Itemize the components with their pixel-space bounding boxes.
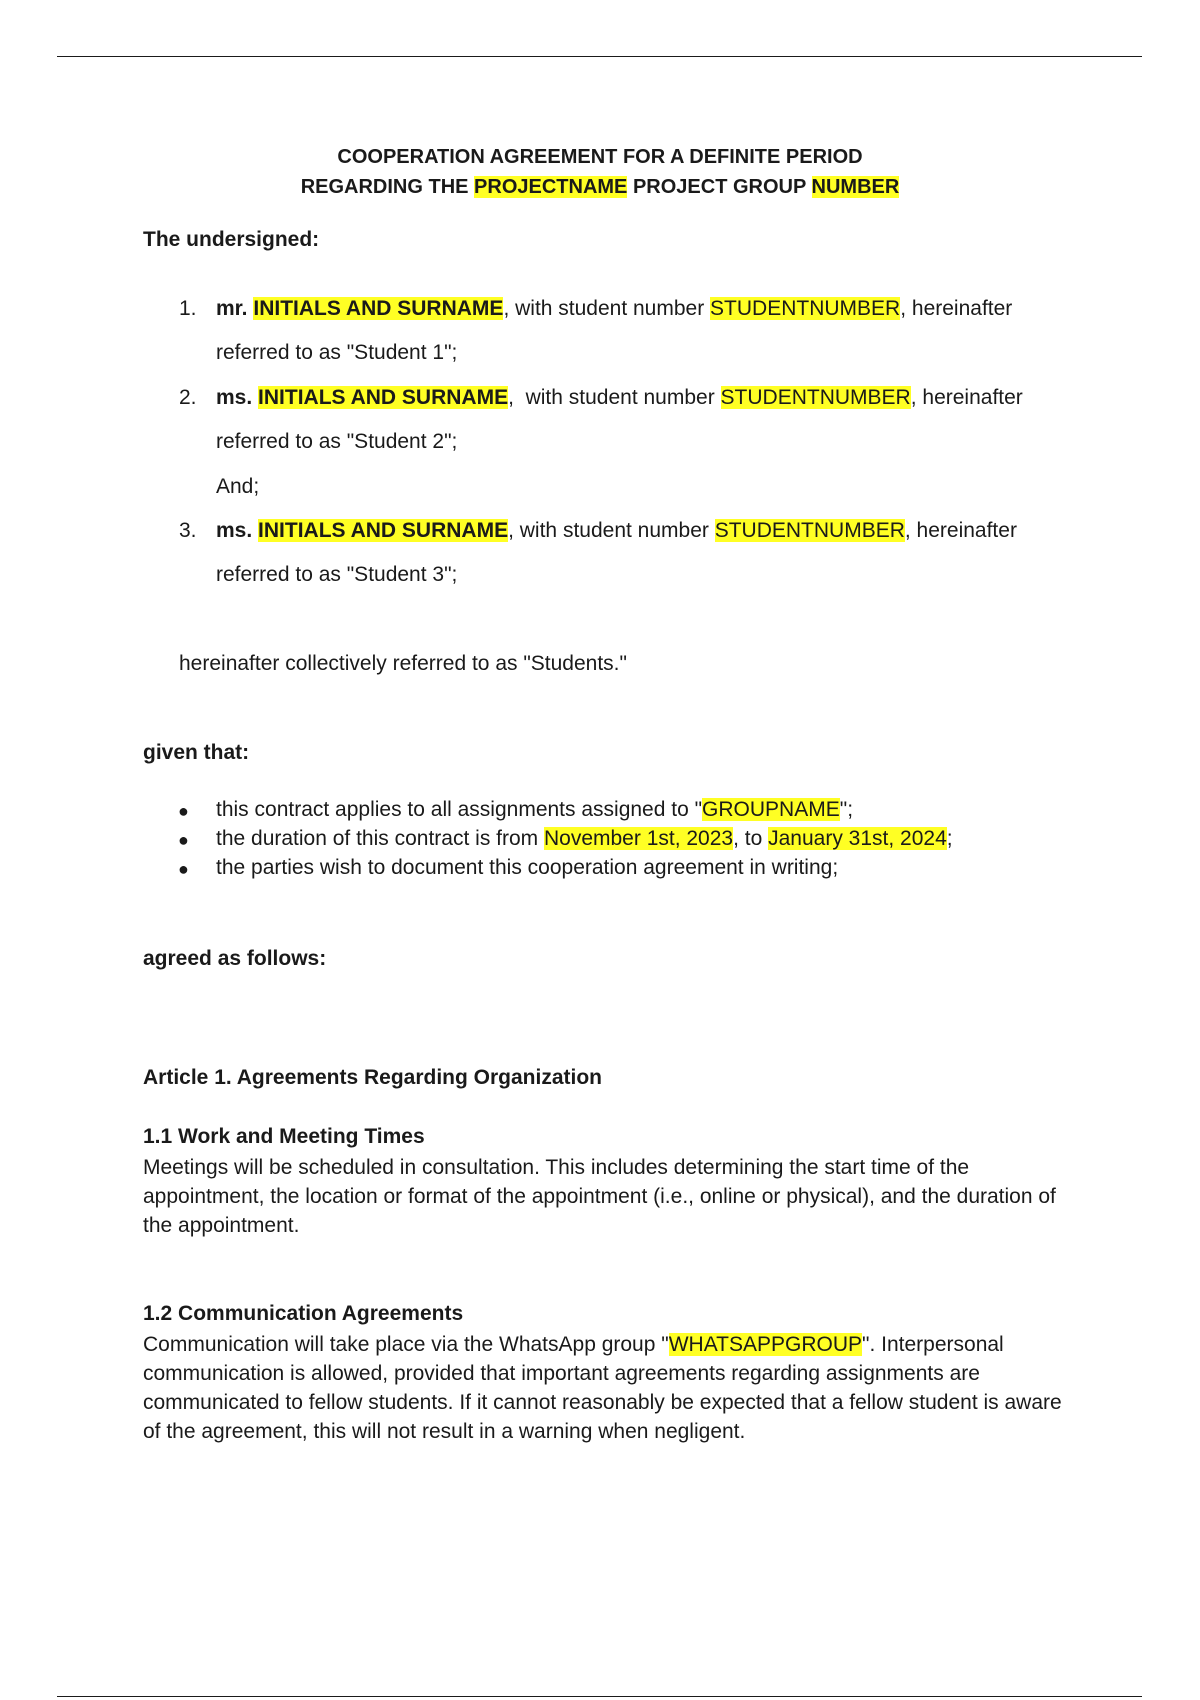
end-date-placeholder: January 31st, 2024 [768,827,947,850]
name-placeholder: INITIALS AND SURNAME [258,519,509,542]
bullet-icon: ● [178,801,189,821]
party-line: mr. INITIALS AND SURNAME, with student number STUDENTNUMBER, hereinafter [216,297,1013,320]
groupname-placeholder: GROUPNAME [702,798,840,821]
undersigned-heading: The undersigned: [143,228,320,251]
party-line: ms. INITIALS AND SURNAME, with student number STUDENTNUMBER, hereinafter [216,386,1023,409]
section-heading: 1.1 Work and Meeting Times [143,1125,425,1148]
list-number: 1. [179,297,197,320]
agreed-heading: agreed as follows: [143,947,327,970]
list-number: 3. [179,519,197,542]
name-placeholder: INITIALS AND SURNAME [258,386,509,409]
article-heading: Article 1. Agreements Regarding Organization [143,1066,602,1089]
group-number-placeholder: NUMBER [811,176,900,198]
party-referred: referred to as "Student 2"; [216,430,458,453]
document-title-line2: REGARDING THE PROJECTNAME PROJECT GROUP NUMBER [300,176,900,198]
given-heading: given that: [143,741,250,764]
section-body: Meetings will be scheduled in consultation. This includes determining the start time of the appointment, the location or format of the appointment (i.e., online or physical), and the duration of the appointment. [143,1156,1056,1237]
collective-reference: hereinafter collectively referred to as "Students." [179,652,627,675]
student-number-placeholder: STUDENTNUMBER [714,519,905,542]
footer-rule [57,1696,1142,1697]
start-date-placeholder: November 1st, 2023 [543,827,734,850]
section-body: Communication will take place via the WhatsApp group "WHATSAPPGROUP". Interpersonal communication is allowed, provided that important agreements regarding assignments are communicated to fellow students. If it cannot reasonably be expected that a fellow student is aware of the agreement, this will not result in a warning when negligent. [143,1333,1062,1443]
document-title-line1: COOPERATION AGREEMENT FOR A DEFINITE PERIOD [337,146,863,168]
party-line: ms. INITIALS AND SURNAME, with student number STUDENTNUMBER, hereinafter [216,519,1017,542]
bullet-icon: ● [178,859,189,879]
header-rule [57,56,1142,57]
party-referred: referred to as "Student 3"; [216,563,458,586]
list-item: this contract applies to all assignments assigned to "GROUPNAME"; [216,798,854,821]
name-placeholder: INITIALS AND SURNAME [253,297,504,320]
student-number-placeholder: STUDENTNUMBER [710,297,901,320]
list-item: the duration of this contract is from November 1st, 2023, to January 31st, 2024; [216,827,953,850]
list-number: 2. [179,386,197,409]
bullet-icon: ● [178,830,189,850]
list-item: the parties wish to document this cooperation agreement in writing; [216,856,839,879]
student-number-placeholder: STUDENTNUMBER [720,386,911,409]
whatsapp-group-placeholder: WHATSAPPGROUP [668,1333,863,1356]
and-text: And; [216,475,260,498]
section-heading: 1.2 Communication Agreements [143,1302,464,1325]
project-name-placeholder: PROJECTNAME [474,176,628,198]
party-referred: referred to as "Student 1"; [216,341,458,364]
